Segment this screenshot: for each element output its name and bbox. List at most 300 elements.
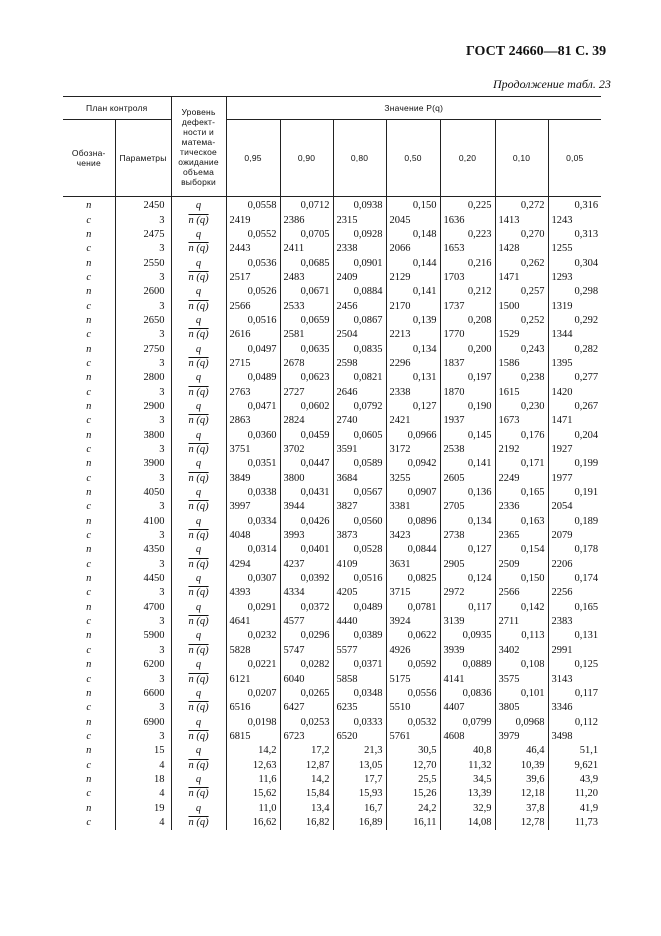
row-level <box>171 701 226 715</box>
row-value: 0,316 <box>548 197 601 214</box>
row-value: 2605 <box>440 472 495 486</box>
row-symbol: c <box>86 501 92 513</box>
row-value: 3939 <box>440 644 495 658</box>
row-level-label: n (q) <box>188 357 209 369</box>
row-value: 0,0371 <box>333 658 386 672</box>
row-value: 2443 <box>226 242 280 256</box>
row-parameter: 3 <box>115 328 171 342</box>
row-symbol: c <box>86 558 92 570</box>
row-value: 0,292 <box>548 314 601 328</box>
row-parameter: 18 <box>115 773 171 787</box>
row-value: 17,7 <box>333 773 386 787</box>
row-value: 0,0884 <box>333 285 386 299</box>
row-symbol: n <box>86 343 92 355</box>
row-value: 0,0623 <box>280 371 333 385</box>
row-value: 2991 <box>548 644 601 658</box>
row-value: 0,0282 <box>280 658 333 672</box>
table-row <box>63 744 601 758</box>
row-value: 25,5 <box>386 773 440 787</box>
row-value: 2705 <box>440 500 495 514</box>
row-level <box>171 586 226 600</box>
row-value: 3143 <box>548 672 601 686</box>
row-symbol: n <box>86 200 92 212</box>
row-value: 6040 <box>280 672 333 686</box>
row-value: 1395 <box>548 357 601 371</box>
row-value: 0,0307 <box>226 572 280 586</box>
row-value: 0,0835 <box>333 342 386 356</box>
row-value: 3827 <box>333 500 386 514</box>
row-value: 0,0671 <box>280 285 333 299</box>
row-parameter: 3 <box>115 558 171 572</box>
row-level: q <box>171 658 226 672</box>
row-symbol: c <box>86 816 92 828</box>
row-level: q <box>171 371 226 385</box>
table-row <box>63 299 601 313</box>
row-parameter: 2550 <box>115 256 171 270</box>
row-parameter: 5900 <box>115 629 171 643</box>
row-value: 12,63 <box>226 758 280 772</box>
table-row <box>63 529 601 543</box>
row-parameter: 3 <box>115 443 171 457</box>
row-value: 0,0867 <box>333 314 386 328</box>
row-value: 0,0567 <box>333 486 386 500</box>
row-parameter: 2475 <box>115 228 171 242</box>
row-symbol: n <box>86 802 92 814</box>
row-parameter: 4100 <box>115 515 171 529</box>
row-value: 0,141 <box>440 457 495 471</box>
row-value: 12,18 <box>495 787 548 801</box>
row-value: 2170 <box>386 299 440 313</box>
row-value: 0,0938 <box>333 197 386 214</box>
row-value: 5577 <box>333 644 386 658</box>
row-symbol: c <box>86 530 92 542</box>
row-value: 1870 <box>440 385 495 399</box>
row-value: 0,0497 <box>226 342 280 356</box>
row-value: 15,93 <box>333 787 386 801</box>
row-value: 2533 <box>280 299 333 313</box>
table-row <box>63 500 601 514</box>
row-value: 0,267 <box>548 400 601 414</box>
row-value: 32,9 <box>440 801 495 815</box>
row-value: 3702 <box>280 443 333 457</box>
row-value: 0,243 <box>495 342 548 356</box>
row-value: 3381 <box>386 500 440 514</box>
row-value: 15,26 <box>386 787 440 801</box>
row-level-label: n (q) <box>188 472 209 484</box>
row-value: 2206 <box>548 558 601 572</box>
row-level <box>171 328 226 342</box>
row-symbol: c <box>86 644 92 656</box>
row-value: 4334 <box>280 586 333 600</box>
row-value: 1673 <box>495 414 548 428</box>
row-parameter: 3 <box>115 615 171 629</box>
row-value: 12,70 <box>386 758 440 772</box>
row-value: 2566 <box>226 299 280 313</box>
row-level: q <box>171 314 226 328</box>
row-value: 6516 <box>226 701 280 715</box>
row-parameter: 4 <box>115 787 171 801</box>
row-value: 5747 <box>280 644 333 658</box>
row-level-label: n (q) <box>188 530 209 542</box>
row-value: 0,0705 <box>280 228 333 242</box>
row-value: 3255 <box>386 472 440 486</box>
row-level <box>171 615 226 629</box>
row-value: 11,0 <box>226 801 280 815</box>
row-value: 0,0825 <box>386 572 440 586</box>
row-value: 16,82 <box>280 816 333 830</box>
row-value: 14,08 <box>440 816 495 830</box>
row-value: 2504 <box>333 328 386 342</box>
row-value: 2509 <box>495 558 548 572</box>
row-value: 2421 <box>386 414 440 428</box>
row-value: 0,0928 <box>333 228 386 242</box>
row-value: 0,189 <box>548 515 601 529</box>
row-value: 4926 <box>386 644 440 658</box>
row-value: 10,39 <box>495 758 548 772</box>
row-parameter: 4 <box>115 816 171 830</box>
row-level-label: n (q) <box>188 300 209 312</box>
row-value: 1255 <box>548 242 601 256</box>
row-value: 43,9 <box>548 773 601 787</box>
row-value: 0,0253 <box>280 715 333 729</box>
row-value: 2213 <box>386 328 440 342</box>
row-value: 1703 <box>440 271 495 285</box>
row-value: 0,144 <box>386 256 440 270</box>
row-value: 2365 <box>495 529 548 543</box>
table-row <box>63 213 601 227</box>
row-value: 0,0532 <box>386 715 440 729</box>
row-parameter: 3800 <box>115 429 171 443</box>
row-value: 0,0265 <box>280 687 333 701</box>
row-value: 14,2 <box>226 744 280 758</box>
row-level <box>171 385 226 399</box>
row-symbol: n <box>86 372 92 384</box>
row-value: 0,0935 <box>440 629 495 643</box>
row-parameter: 4700 <box>115 601 171 615</box>
row-value: 2598 <box>333 357 386 371</box>
row-value: 14,2 <box>280 773 333 787</box>
row-parameter: 3 <box>115 500 171 514</box>
row-value: 1413 <box>495 213 548 227</box>
row-value: 0,163 <box>495 515 548 529</box>
row-value: 4141 <box>440 672 495 686</box>
row-symbol: c <box>86 730 92 742</box>
row-value: 4294 <box>226 558 280 572</box>
row-value: 2711 <box>495 615 548 629</box>
row-value: 0,0966 <box>386 429 440 443</box>
row-parameter: 2650 <box>115 314 171 328</box>
row-value: 0,134 <box>440 515 495 529</box>
table-row <box>63 629 601 643</box>
row-parameter: 2750 <box>115 342 171 356</box>
row-value: 4641 <box>226 615 280 629</box>
row-value: 0,176 <box>495 429 548 443</box>
row-value: 0,0821 <box>333 371 386 385</box>
row-value: 0,127 <box>386 400 440 414</box>
probability-table <box>63 96 601 830</box>
table-row <box>63 572 601 586</box>
row-parameter: 2800 <box>115 371 171 385</box>
row-value: 2045 <box>386 213 440 227</box>
row-parameter: 3 <box>115 730 171 744</box>
row-value: 0,0907 <box>386 486 440 500</box>
row-value: 0,165 <box>495 486 548 500</box>
row-symbol: n <box>86 400 92 412</box>
row-level: q <box>171 256 226 270</box>
row-level <box>171 357 226 371</box>
row-value: 2411 <box>280 242 333 256</box>
table-row <box>63 586 601 600</box>
row-value: 0,197 <box>440 371 495 385</box>
row-value: 0,0552 <box>226 228 280 242</box>
row-value: 3139 <box>440 615 495 629</box>
row-value: 1420 <box>548 385 601 399</box>
row-value: 21,3 <box>333 744 386 758</box>
row-level: q <box>171 342 226 356</box>
table-row <box>63 687 601 701</box>
row-value: 0,136 <box>440 486 495 500</box>
row-value: 0,208 <box>440 314 495 328</box>
row-value: 0,131 <box>386 371 440 385</box>
row-value: 3924 <box>386 615 440 629</box>
row-value: 2456 <box>333 299 386 313</box>
row-parameter: 3 <box>115 299 171 313</box>
row-value: 0,117 <box>548 687 601 701</box>
row-level: q <box>171 197 226 214</box>
table-row <box>63 816 601 830</box>
table-row <box>63 543 601 557</box>
row-value: 0,0712 <box>280 197 333 214</box>
row-value: 17,2 <box>280 744 333 758</box>
row-symbol: c <box>86 243 92 255</box>
row-value: 4048 <box>226 529 280 543</box>
table-row <box>63 486 601 500</box>
row-value: 3575 <box>495 672 548 686</box>
row-value: 2972 <box>440 586 495 600</box>
row-level: q <box>171 400 226 414</box>
row-value: 0,225 <box>440 197 495 214</box>
row-value: 0,0889 <box>440 658 495 672</box>
row-symbol: n <box>86 573 92 585</box>
row-value: 0,0447 <box>280 457 333 471</box>
table-row <box>63 414 601 428</box>
row-value: 2740 <box>333 414 386 428</box>
row-value: 0,0338 <box>226 486 280 500</box>
row-value: 0,0426 <box>280 515 333 529</box>
row-value: 1500 <box>495 299 548 313</box>
row-value: 3979 <box>495 730 548 744</box>
row-symbol: c <box>86 300 92 312</box>
row-value: 2066 <box>386 242 440 256</box>
row-value: 1615 <box>495 385 548 399</box>
table-row <box>63 443 601 457</box>
row-value: 0,0232 <box>226 629 280 643</box>
table-continuation-label: Продолжение табл. 23 <box>493 77 611 91</box>
row-value: 2905 <box>440 558 495 572</box>
parameters-column-header: Параметры <box>115 120 171 197</box>
row-symbol: n <box>86 228 92 240</box>
row-level: q <box>171 515 226 529</box>
row-value: 2054 <box>548 500 601 514</box>
row-value: 1586 <box>495 357 548 371</box>
row-value: 0,0605 <box>333 429 386 443</box>
row-value: 11,20 <box>548 787 601 801</box>
table-row <box>63 256 601 270</box>
row-value: 2646 <box>333 385 386 399</box>
row-parameter: 3900 <box>115 457 171 471</box>
row-value: 0,0685 <box>280 256 333 270</box>
row-value: 0,0896 <box>386 515 440 529</box>
row-value: 0,0528 <box>333 543 386 557</box>
row-value: 41,9 <box>548 801 601 815</box>
row-value: 0,150 <box>386 197 440 214</box>
row-parameter: 2900 <box>115 400 171 414</box>
row-value: 0,304 <box>548 256 601 270</box>
row-value: 0,0392 <box>280 572 333 586</box>
row-level-label: n (q) <box>188 644 209 656</box>
row-symbol: n <box>86 257 92 269</box>
row-value: 1344 <box>548 328 601 342</box>
row-value: 3172 <box>386 443 440 457</box>
row-value: 4440 <box>333 615 386 629</box>
row-value: 11,32 <box>440 758 495 772</box>
row-value: 0,108 <box>495 658 548 672</box>
p-column-header: 0,10 <box>495 120 548 197</box>
row-level-label: n (q) <box>188 271 209 283</box>
row-value: 1243 <box>548 213 601 227</box>
row-parameter: 6600 <box>115 687 171 701</box>
row-value: 1428 <box>495 242 548 256</box>
row-value: 2824 <box>280 414 333 428</box>
row-value: 2338 <box>333 242 386 256</box>
row-value: 2517 <box>226 271 280 285</box>
row-symbol: n <box>86 544 92 556</box>
p-column-header: 0,95 <box>226 120 280 197</box>
row-level: q <box>171 486 226 500</box>
row-value: 0,0296 <box>280 629 333 643</box>
row-value: 1977 <box>548 472 601 486</box>
row-value: 12,87 <box>280 758 333 772</box>
row-level: q <box>171 429 226 443</box>
row-symbol: c <box>86 357 92 369</box>
row-parameter: 3 <box>115 701 171 715</box>
row-symbol: n <box>86 745 92 757</box>
table-row <box>63 429 601 443</box>
row-value: 4237 <box>280 558 333 572</box>
row-value: 0,0351 <box>226 457 280 471</box>
row-parameter: 15 <box>115 744 171 758</box>
row-value: 0,0592 <box>386 658 440 672</box>
row-value: 0,257 <box>495 285 548 299</box>
document-code: ГОСТ 24660—81 С. 39 <box>466 44 607 59</box>
row-symbol: c <box>86 214 92 226</box>
row-value: 3751 <box>226 443 280 457</box>
row-level-label: n (q) <box>188 415 209 427</box>
row-value: 1529 <box>495 328 548 342</box>
row-value: 3346 <box>548 701 601 715</box>
p-column-header: 0,20 <box>440 120 495 197</box>
row-value: 2538 <box>440 443 495 457</box>
row-level <box>171 299 226 313</box>
row-value: 0,313 <box>548 228 601 242</box>
row-level-label: n (q) <box>188 587 209 599</box>
row-level: q <box>171 543 226 557</box>
row-value: 0,190 <box>440 400 495 414</box>
row-value: 0,216 <box>440 256 495 270</box>
table-row <box>63 773 601 787</box>
table-row <box>63 515 601 529</box>
row-value: 0,0333 <box>333 715 386 729</box>
row-level <box>171 213 226 227</box>
row-value: 1927 <box>548 443 601 457</box>
row-value: 0,282 <box>548 342 601 356</box>
table-row <box>63 558 601 572</box>
row-parameter: 3 <box>115 472 171 486</box>
row-value: 6520 <box>333 730 386 744</box>
row-level: q <box>171 773 226 787</box>
table-row <box>63 644 601 658</box>
row-level-label: n (q) <box>188 759 209 771</box>
row-value: 0,0198 <box>226 715 280 729</box>
row-value: 0,124 <box>440 572 495 586</box>
row-value: 11,6 <box>226 773 280 787</box>
row-value: 3800 <box>280 472 333 486</box>
row-value: 2129 <box>386 271 440 285</box>
row-value: 3997 <box>226 500 280 514</box>
table-row <box>63 400 601 414</box>
row-value: 0,0360 <box>226 429 280 443</box>
row-value: 2336 <box>495 500 548 514</box>
table-row <box>63 357 601 371</box>
row-value: 12,78 <box>495 816 548 830</box>
row-level-label: n (q) <box>188 243 209 255</box>
row-value: 0,0334 <box>226 515 280 529</box>
table-row <box>63 314 601 328</box>
row-level <box>171 242 226 256</box>
row-value: 5510 <box>386 701 440 715</box>
table-row <box>63 385 601 399</box>
row-level-label: n (q) <box>188 616 209 628</box>
row-level-label: n (q) <box>188 702 209 714</box>
row-value: 9,621 <box>548 758 601 772</box>
row-value: 5858 <box>333 672 386 686</box>
row-value: 4393 <box>226 586 280 600</box>
row-level-label: n (q) <box>188 730 209 742</box>
table-row <box>63 472 601 486</box>
row-value: 3715 <box>386 586 440 600</box>
row-value: 46,4 <box>495 744 548 758</box>
row-symbol: c <box>86 271 92 283</box>
row-value: 0,174 <box>548 572 601 586</box>
row-value: 5761 <box>386 730 440 744</box>
row-value: 3591 <box>333 443 386 457</box>
row-value: 0,230 <box>495 400 548 414</box>
table-row <box>63 615 601 629</box>
row-level <box>171 443 226 457</box>
table-row <box>63 228 601 242</box>
row-parameter: 3 <box>115 586 171 600</box>
row-value: 0,117 <box>440 601 495 615</box>
row-value: 1737 <box>440 299 495 313</box>
row-value: 0,200 <box>440 342 495 356</box>
row-value: 0,0459 <box>280 429 333 443</box>
row-symbol: n <box>86 429 92 441</box>
table-row <box>63 701 601 715</box>
row-symbol: n <box>86 458 92 470</box>
row-level-label: n (q) <box>188 673 209 685</box>
row-parameter: 3 <box>115 672 171 686</box>
table-body <box>63 197 601 831</box>
